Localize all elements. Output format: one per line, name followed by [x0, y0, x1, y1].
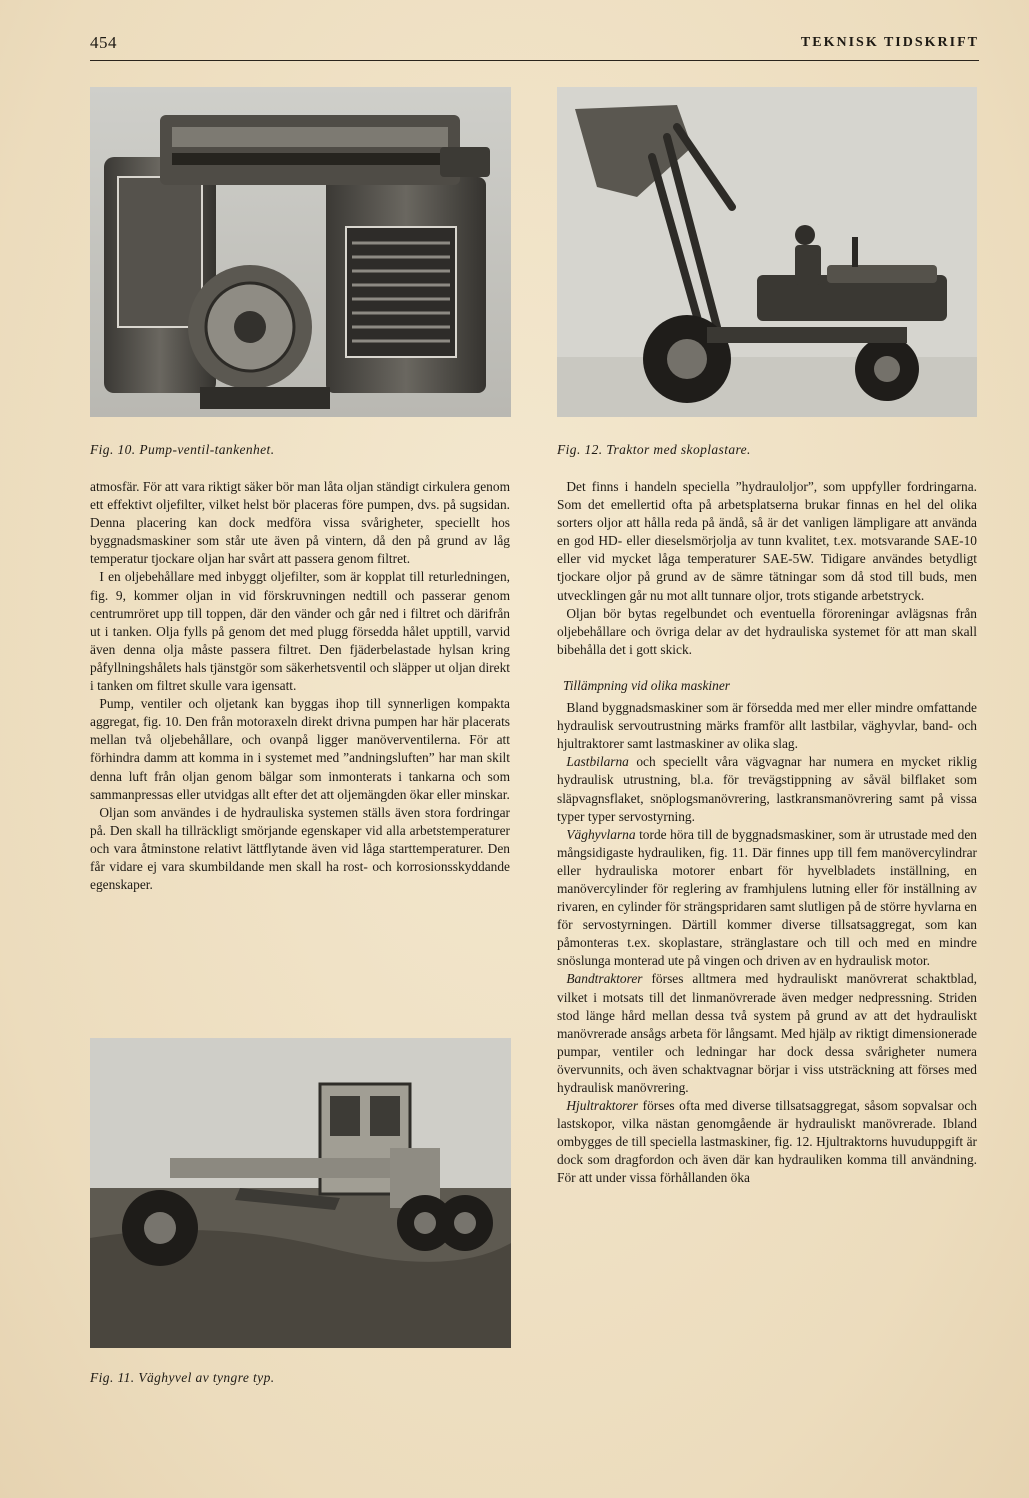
paragraph-body: förses alltmera med hydrauliskt manövrerat schaktblad, vilket i motsats till det linmanövrerade även medger nedpressning. Striden stod länge hård mellan dessa två system på grund av att det hydrauliskt manövrerade ansågs arbeta för långsamt. Med hjälp av riktigt dimensionerade pumpar, ventiler och ledningar har dock dessa svårigheter numera övervunnits, och även schaktvagnar börjar i viss utsträckning att förses med hydraulisk manövrering. — [557, 971, 977, 1095]
paragraph — [557, 970, 977, 1097]
paragraph-lead: Väghyvlarna — [566, 826, 636, 842]
figure-road-grader-photo — [90, 1038, 511, 1348]
section-heading: Tillämpning vid olika maskiner — [563, 677, 731, 693]
paragraph: Bland byggnadsmaskiner som är försedda med mer eller mindre omfattande hydraulisk servoutrustning märks framför allt lastbilar, väghyvlar, band- och hjultraktorer samt lastmaskiner av olika slag. — [557, 700, 977, 752]
paragraph — [557, 826, 977, 971]
paragraph — [557, 753, 977, 825]
paragraph: Oljan bör bytas regelbundet och eventuella föroreningar avlägsnas från oljebehållare och övriga delar av det hydrauliska systemet för att man skall bibehålla det i gott skick. — [557, 605, 977, 657]
paragraph — [557, 1097, 977, 1187]
paragraph: Oljan som användes i de hydrauliska systemen ställs även stora fordringar på. Den skall ha tillräckligt smörjande egenskaper vid alla arbetstemperaturer och vara åtminstone relativt lättflytande även vid låga starttemperaturer. Den får vidare ej vara skumbildande men skall ha rost- och korrosionsskyddande egenskaper. — [90, 804, 510, 893]
paragraph-body: och speciellt våra vägvagnar har numera en mycket riklig hydraulisk utrustning, bl.a. för trevägstippning av såväl bilflaket som släpvagnsflaket, snöplogsmanövrering, lastkransmanövrering samt på vissa typer typer servostyrning. — [557, 754, 977, 824]
figure-pump-valve-tank-photo — [90, 87, 511, 417]
journal-title: TEKNISK TIDSKRIFT — [800, 35, 979, 50]
figure-caption-fig10: Fig. 10. Pump-ventil-tankenhet. — [90, 442, 275, 457]
paragraph-lead: Lastbilarna — [566, 754, 629, 770]
header-rule — [90, 60, 979, 61]
paragraph-lead: Bandtraktorer — [566, 971, 643, 987]
paragraph-lead: Hjultraktorer — [566, 1098, 639, 1114]
page-number: 454 — [90, 33, 117, 52]
figure-caption-fig11: Fig. 11. Väghyvel av tyngre typ. — [90, 1370, 275, 1385]
paragraph: atmosfär. För att vara riktigt säker bör man låta oljan ständigt cirkulera genom ett effektivt oljefilter, vilket helst bör placeras före pumpen, dvs. på sugsidan. Denna placering kan dock medföra vissa svårigheter, speciellt hos byggnadsmaskiner som står ute även på vintern, då den på grund av låg temperatur tjockare oljan har svårt att passera genom filtret. — [90, 479, 510, 567]
figure-caption-fig12: Fig. 12. Traktor med skoplastare. — [557, 442, 751, 457]
paragraph: Pump, ventiler och oljetank kan byggas ihop till synnerligen kompakta aggregat, fig. 10. Den från motoraxeln direkt drivna pumpen har här placerats mellan två oljebehållare, och ovanpå ligger manöverventilerna. För att förhindra damm att komma in i systemet med ”andningsluften” har man skilt denna luft från oljan genom bälgar som inmonterats i tankarna och som sammanpressas eller utvidgas allt efter det att oljemängden ökar eller minskar. — [90, 696, 510, 802]
paragraph: Det finns i handeln speciella ”hydrauloljor”, som uppfyller fordringarna. Som det emellertid ofta på arbetsplatserna brukar finnas en hel del olika sorters oljor att hålla reda på ändå, så är det vanligen lämpligare att använda en god HD- eller dieselsmörjolja av tunn kvalitet, t.ex. motsvarande SAE-10 eller vid mycket låga temperaturer SAE-5W. Tidigare användes betydligt tjockare oljor på grund av de sämre tätningar som då stod till buds, men utvecklingen går nu mot allt tunnare oljor, trots stigande arbetstryck. — [557, 479, 977, 603]
left-column-text — [90, 478, 510, 894]
paragraph: I en oljebehållare med inbyggt oljefilter, som är kopplat till returledningen, fig. 9, kommer oljan in vid förskruvningen nedtill och passerar genom centrumröret upp till toppen, där den vänder och går ned i filtret och därifrån ut i tanken. Olja fylls på genom det med plugg försedda hålet upptill, varvid även denna olja måste passera filtret. Den fjäderbelastade hylsan kring påfyllningshålets hals tjänstgör som säkerhetsventil och släpper ut oljan direkt i tanken om filtret skulle vara igensatt. — [90, 569, 510, 694]
paragraph-body: torde höra till de byggnadsmaskiner, som är utrustade med den mångsidigaste hydrauliken, fig. 11. Där finnes upp till fem manövercylindrar eller hydrauliska motorer enbart för hyvelbladets inställning, en manövercylinder för reglering av framhjulens lutning eller för inställning av rivaren, en cylinder för strängspridaren samt slutligen på de större hyvlarna en för servostyrningen. Därtill kommer diverse tillsatsaggregat, som kan påmonteras t.ex. skoplastare, stränglastare och till och med en mindre snöslunga monterad ute på vingen och driven av en hydraulisk motor. — [557, 826, 977, 969]
right-column-text — [557, 478, 977, 1188]
figure-tractor-loader-photo — [557, 87, 977, 417]
paragraph-body: förses ofta med diverse tillsatsaggregat, såsom sopvalsar och lastskopor, vilka nästan genomgående är hydrauliskt manövrerade. Ibland ombygges de till speciella lastmaskiner, fig. 12. Hjultraktorns huvuduppgift är dock som dragfordon och även där kan hydrauliken komma till användning. För att under vissa förhållanden öka — [557, 1098, 977, 1186]
